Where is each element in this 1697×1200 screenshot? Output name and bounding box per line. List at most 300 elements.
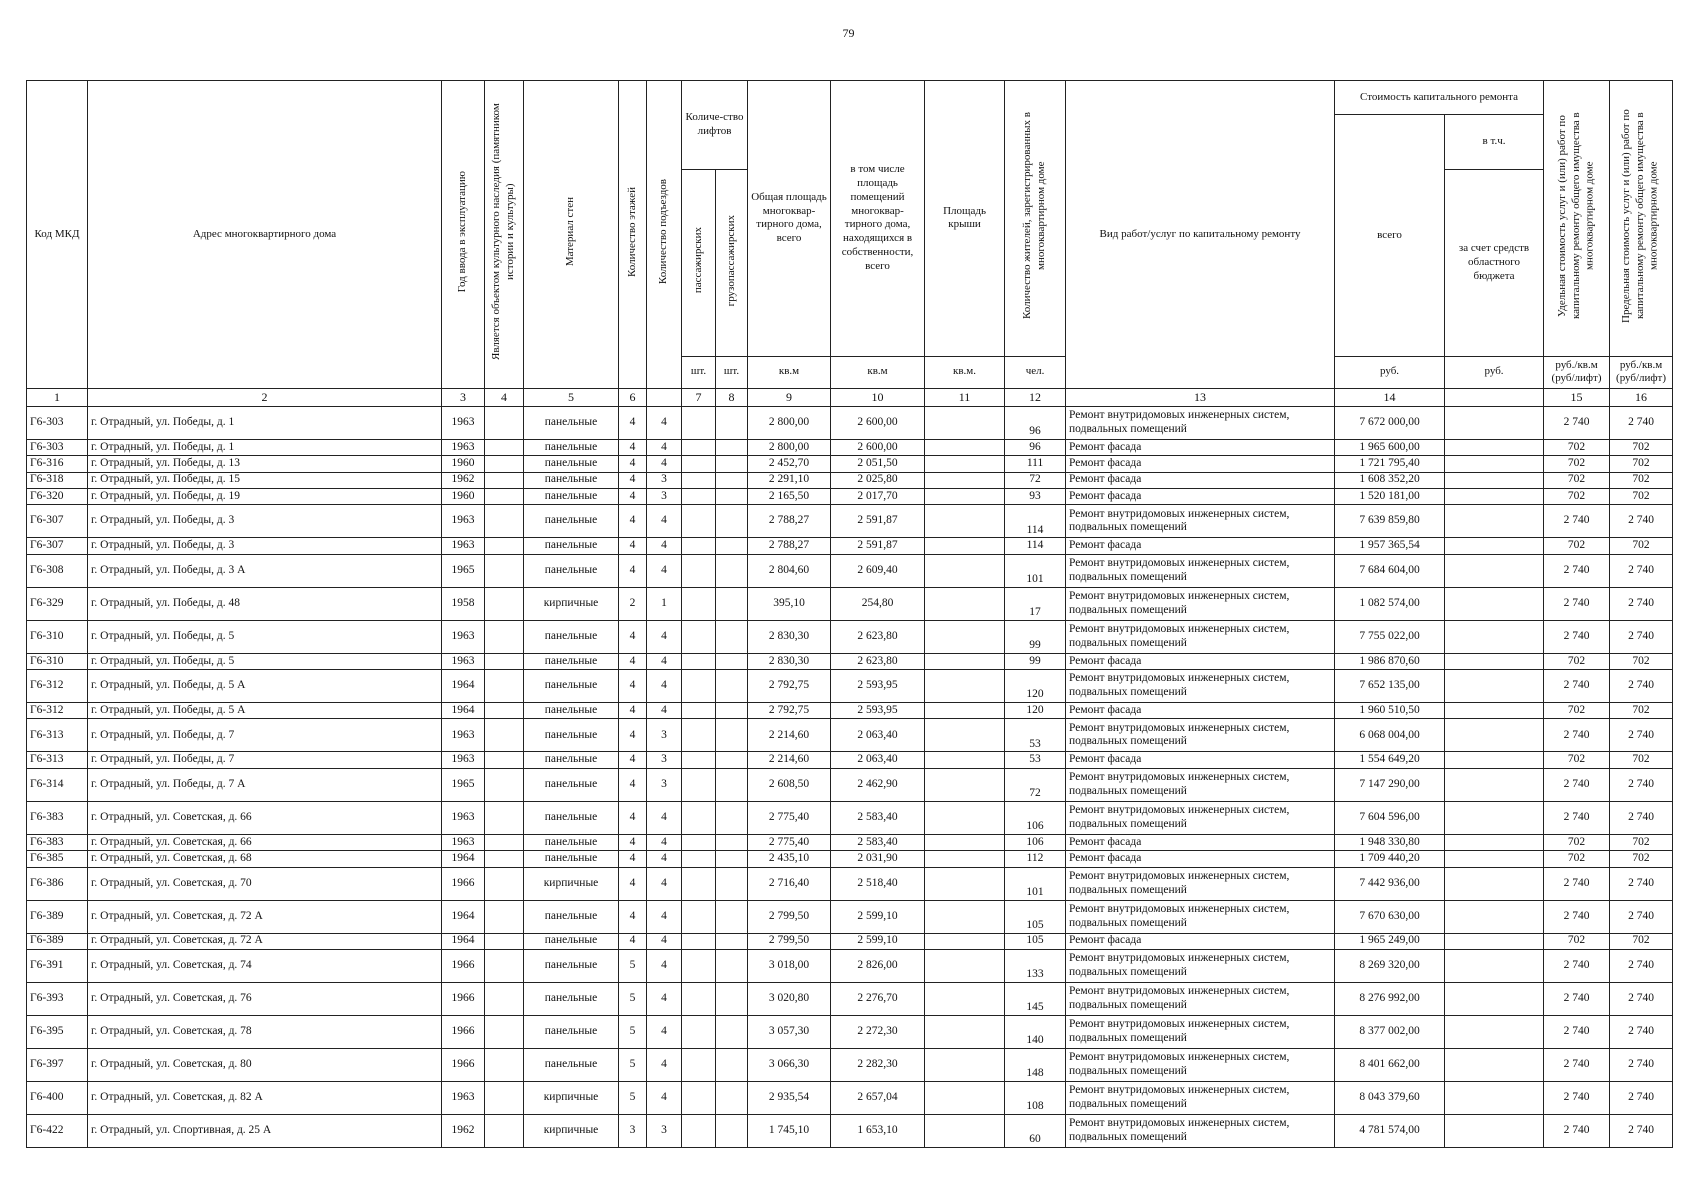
cell-owned-area: 2 017,70: [831, 488, 925, 504]
cell-cost-total: 7 684 604,00: [1335, 554, 1445, 587]
cell-lifts-passenger: [682, 851, 716, 867]
cell-cost-total: 4 781 574,00: [1335, 1115, 1445, 1148]
cell-entrances: 4: [647, 1016, 682, 1049]
cell-max-cost: 702: [1610, 456, 1673, 472]
cell-year: 1963: [442, 439, 485, 455]
cell-roof-area: [925, 488, 1005, 504]
cell-cost-total: 1 709 440,20: [1335, 851, 1445, 867]
header-floors-label: Количество этажей: [625, 186, 638, 278]
cell-address: г. Отрадный, ул. Советская, д. 70: [88, 867, 442, 900]
cell-code: Г6-307: [27, 538, 88, 554]
column-number: 16: [1610, 388, 1673, 406]
cell-residents: 101: [1005, 867, 1066, 900]
cell-cost-regional: [1445, 439, 1544, 455]
cell-address: г. Отрадный, ул. Победы, д. 19: [88, 488, 442, 504]
cell-max-cost: 2 740: [1610, 1082, 1673, 1115]
cell-cost-total: 1 965 249,00: [1335, 933, 1445, 949]
cell-total-area: 2 435,10: [748, 851, 831, 867]
cell-unit-cost: 2 740: [1544, 983, 1610, 1016]
header-lifts-cargo-label: грузопассажирских: [724, 214, 737, 307]
cell-total-area: 2 716,40: [748, 867, 831, 900]
cell-wall-material: кирпичные: [524, 587, 619, 620]
cell-wall-material: панельные: [524, 472, 619, 488]
cell-owned-area: 2 583,40: [831, 834, 925, 850]
cell-max-cost: 702: [1610, 488, 1673, 504]
cell-roof-area: [925, 653, 1005, 669]
cell-lifts-passenger: [682, 653, 716, 669]
cell-lifts-cargo: [716, 768, 748, 801]
cell-owned-area: 2 031,90: [831, 851, 925, 867]
cell-owned-area: 2 063,40: [831, 752, 925, 768]
cell-cost-regional: [1445, 768, 1544, 801]
cell-max-cost: 702: [1610, 933, 1673, 949]
cell-floors: 4: [619, 801, 647, 834]
cell-lifts-passenger: [682, 406, 716, 439]
cell-lifts-cargo: [716, 587, 748, 620]
header-roof-area: Площадь крыши: [925, 81, 1005, 357]
cell-cost-total: 7 147 290,00: [1335, 768, 1445, 801]
cell-entrances: 4: [647, 801, 682, 834]
cell-roof-area: [925, 719, 1005, 752]
cell-roof-area: [925, 834, 1005, 850]
cell-cost-total: 7 652 135,00: [1335, 670, 1445, 703]
cell-unit-cost: 702: [1544, 933, 1610, 949]
unit-sqm-3: кв.м.: [925, 356, 1005, 388]
cell-owned-area: 2 623,80: [831, 653, 925, 669]
cell-max-cost: 2 740: [1610, 1049, 1673, 1082]
cell-wall-material: панельные: [524, 1016, 619, 1049]
cell-total-area: 2 830,30: [748, 620, 831, 653]
cell-total-area: 3 066,30: [748, 1049, 831, 1082]
cell-max-cost: 702: [1610, 752, 1673, 768]
cell-address: г. Отрадный, ул. Победы, д. 3: [88, 538, 442, 554]
cell-floors: 4: [619, 900, 647, 933]
table-row: [27, 472, 1673, 488]
cell-total-area: 2 792,75: [748, 703, 831, 719]
cell-code: Г6-397: [27, 1049, 88, 1082]
cell-year: 1962: [442, 1115, 485, 1148]
cell-max-cost: 702: [1610, 653, 1673, 669]
cell-residents: 17: [1005, 587, 1066, 620]
cell-address: г. Отрадный, ул. Советская, д. 72 А: [88, 900, 442, 933]
cell-cost-total: 7 604 596,00: [1335, 801, 1445, 834]
cell-floors: 4: [619, 554, 647, 587]
cell-work-type: Ремонт внутридомовых инженерных систем, подвальных помещений: [1066, 1082, 1335, 1115]
cell-floors: 4: [619, 472, 647, 488]
cell-max-cost: 2 740: [1610, 505, 1673, 538]
cell-total-area: 3 057,30: [748, 1016, 831, 1049]
cell-wall-material: панельные: [524, 983, 619, 1016]
header-cost-total: всего: [1335, 115, 1445, 357]
cell-residents: 99: [1005, 620, 1066, 653]
cell-code: Г6-393: [27, 983, 88, 1016]
cell-floors: 4: [619, 670, 647, 703]
cell-work-type: Ремонт внутридомовых инженерных систем, подвальных помещений: [1066, 950, 1335, 983]
cell-cost-regional: [1445, 801, 1544, 834]
cell-entrances: 4: [647, 900, 682, 933]
cell-cost-total: 7 672 000,00: [1335, 406, 1445, 439]
cell-address: г. Отрадный, ул. Советская, д. 66: [88, 801, 442, 834]
cell-cost-total: 1 520 181,00: [1335, 488, 1445, 504]
header-heritage-label: Является объектом культурного наследия (памятником истории и культуры): [490, 103, 516, 361]
cell-code: Г6-303: [27, 406, 88, 439]
cell-max-cost: 2 740: [1610, 950, 1673, 983]
cell-total-area: 2 214,60: [748, 752, 831, 768]
unit-per-sqm-2: руб./кв.м (руб/лифт): [1610, 356, 1673, 388]
cell-heritage: [485, 834, 524, 850]
cell-code: Г6-312: [27, 670, 88, 703]
cell-lifts-passenger: [682, 505, 716, 538]
cell-lifts-passenger: [682, 752, 716, 768]
cell-wall-material: панельные: [524, 933, 619, 949]
cell-code: Г6-383: [27, 801, 88, 834]
column-number: 8: [716, 388, 748, 406]
cell-cost-regional: [1445, 851, 1544, 867]
cell-cost-regional: [1445, 554, 1544, 587]
cell-wall-material: кирпичные: [524, 1082, 619, 1115]
cell-wall-material: панельные: [524, 406, 619, 439]
cell-year: 1966: [442, 950, 485, 983]
cell-unit-cost: 2 740: [1544, 1049, 1610, 1082]
header-cost: Стоимость капитального ремонта: [1335, 81, 1544, 115]
cell-total-area: 2 214,60: [748, 719, 831, 752]
cell-work-type: Ремонт фасада: [1066, 752, 1335, 768]
cell-unit-cost: 2 740: [1544, 900, 1610, 933]
table-row: [27, 505, 1673, 538]
cell-unit-cost: 2 740: [1544, 1016, 1610, 1049]
cell-heritage: [485, 752, 524, 768]
cell-owned-area: 2 518,40: [831, 867, 925, 900]
cell-floors: 4: [619, 538, 647, 554]
cell-floors: 4: [619, 834, 647, 850]
cell-unit-cost: 2 740: [1544, 620, 1610, 653]
header-residents: [1005, 81, 1066, 357]
cell-lifts-passenger: [682, 768, 716, 801]
cell-total-area: 2 800,00: [748, 439, 831, 455]
cell-lifts-passenger: [682, 538, 716, 554]
cell-wall-material: панельные: [524, 950, 619, 983]
cell-code: Г6-386: [27, 867, 88, 900]
cell-year: 1963: [442, 406, 485, 439]
cell-unit-cost: 2 740: [1544, 768, 1610, 801]
cell-floors: 4: [619, 752, 647, 768]
cell-roof-area: [925, 456, 1005, 472]
cell-floors: 3: [619, 1115, 647, 1148]
cell-cost-regional: [1445, 1115, 1544, 1148]
cell-lifts-cargo: [716, 801, 748, 834]
cell-owned-area: 2 591,87: [831, 538, 925, 554]
cell-heritage: [485, 620, 524, 653]
cell-wall-material: панельные: [524, 505, 619, 538]
cell-code: Г6-320: [27, 488, 88, 504]
header-floors: [619, 81, 647, 389]
cell-cost-total: 8 401 662,00: [1335, 1049, 1445, 1082]
cell-code: Г6-329: [27, 587, 88, 620]
cell-cost-regional: [1445, 867, 1544, 900]
cell-year: 1963: [442, 620, 485, 653]
cell-floors: 4: [619, 505, 647, 538]
cell-heritage: [485, 933, 524, 949]
cell-lifts-passenger: [682, 950, 716, 983]
cell-code: Г6-391: [27, 950, 88, 983]
column-number: 13: [1066, 388, 1335, 406]
cell-max-cost: 2 740: [1610, 768, 1673, 801]
cell-lifts-passenger: [682, 1049, 716, 1082]
cell-residents: 148: [1005, 1049, 1066, 1082]
cell-lifts-passenger: [682, 456, 716, 472]
cell-cost-total: 7 670 630,00: [1335, 900, 1445, 933]
cell-year: 1965: [442, 768, 485, 801]
cell-wall-material: панельные: [524, 768, 619, 801]
cell-total-area: 2 775,40: [748, 801, 831, 834]
cell-code: Г6-310: [27, 620, 88, 653]
cell-total-area: 2 799,50: [748, 900, 831, 933]
cell-wall-material: панельные: [524, 801, 619, 834]
cell-lifts-cargo: [716, 867, 748, 900]
cell-wall-material: кирпичные: [524, 1115, 619, 1148]
cell-cost-total: 1 608 352,20: [1335, 472, 1445, 488]
cell-cost-regional: [1445, 834, 1544, 850]
cell-address: г. Отрадный, ул. Победы, д. 3 А: [88, 554, 442, 587]
cell-heritage: [485, 703, 524, 719]
table-row: [27, 620, 1673, 653]
cell-floors: 4: [619, 406, 647, 439]
cell-lifts-cargo: [716, 439, 748, 455]
cell-lifts-cargo: [716, 983, 748, 1016]
cell-total-area: 2 775,40: [748, 834, 831, 850]
header-max-cost-label: Предельная стоимость услуг и (или) работ по капитальному ремонту общего имущества в многоквартирном доме: [1620, 109, 1660, 323]
cell-total-area: 1 745,10: [748, 1115, 831, 1148]
cell-unit-cost: 2 740: [1544, 554, 1610, 587]
cell-cost-total: 6 068 004,00: [1335, 719, 1445, 752]
cell-code: Г6-310: [27, 653, 88, 669]
cell-unit-cost: 2 740: [1544, 1115, 1610, 1148]
cell-year: 1963: [442, 719, 485, 752]
cell-unit-cost: 702: [1544, 752, 1610, 768]
cell-cost-total: 1 554 649,20: [1335, 752, 1445, 768]
header-lifts-passenger: [682, 169, 716, 356]
cell-residents: 96: [1005, 406, 1066, 439]
cell-cost-regional: [1445, 670, 1544, 703]
cell-cost-total: 8 276 992,00: [1335, 983, 1445, 1016]
table-row: [27, 670, 1673, 703]
cell-work-type: Ремонт внутридомовых инженерных систем, подвальных помещений: [1066, 801, 1335, 834]
cell-cost-total: 1 965 600,00: [1335, 439, 1445, 455]
column-number: 3: [442, 388, 485, 406]
cell-heritage: [485, 768, 524, 801]
cell-address: г. Отрадный, ул. Советская, д. 74: [88, 950, 442, 983]
cell-floors: 2: [619, 587, 647, 620]
cell-code: Г6-422: [27, 1115, 88, 1148]
header-lifts-passenger-label: пассажирских: [691, 227, 704, 294]
cell-heritage: [485, 983, 524, 1016]
cell-cost-regional: [1445, 488, 1544, 504]
cell-cost-total: 7 639 859,80: [1335, 505, 1445, 538]
cell-year: 1966: [442, 1016, 485, 1049]
cell-heritage: [485, 670, 524, 703]
cell-roof-area: [925, 867, 1005, 900]
cell-year: 1966: [442, 983, 485, 1016]
cell-work-type: Ремонт фасада: [1066, 456, 1335, 472]
cell-code: Г6-316: [27, 456, 88, 472]
header-max-cost: [1610, 81, 1673, 357]
cell-year: 1963: [442, 801, 485, 834]
cell-code: Г6-383: [27, 834, 88, 850]
cell-work-type: Ремонт внутридомовых инженерных систем, подвальных помещений: [1066, 620, 1335, 653]
cell-total-area: 2 608,50: [748, 768, 831, 801]
cell-floors: 5: [619, 1082, 647, 1115]
cell-lifts-cargo: [716, 752, 748, 768]
cell-cost-regional: [1445, 752, 1544, 768]
cell-owned-area: 2 623,80: [831, 620, 925, 653]
cell-owned-area: 2 051,50: [831, 456, 925, 472]
cell-owned-area: 2 282,30: [831, 1049, 925, 1082]
cell-max-cost: 702: [1610, 472, 1673, 488]
table-row: [27, 752, 1673, 768]
cell-residents: 72: [1005, 472, 1066, 488]
header-wall: [524, 81, 619, 389]
cell-wall-material: панельные: [524, 752, 619, 768]
cell-roof-area: [925, 1016, 1005, 1049]
cell-cost-regional: [1445, 653, 1544, 669]
cell-residents: 53: [1005, 752, 1066, 768]
cell-residents: 105: [1005, 933, 1066, 949]
cell-residents: 133: [1005, 950, 1066, 983]
cell-lifts-cargo: [716, 472, 748, 488]
cell-code: Г6-389: [27, 933, 88, 949]
header-year: [442, 81, 485, 389]
cell-year: 1963: [442, 752, 485, 768]
cell-address: г. Отрадный, ул. Советская, д. 66: [88, 834, 442, 850]
cell-owned-area: 2 272,30: [831, 1016, 925, 1049]
header-address: Адрес многоквартирного дома: [88, 81, 442, 389]
column-number: 14: [1335, 388, 1445, 406]
cell-residents: 106: [1005, 801, 1066, 834]
cell-roof-area: [925, 950, 1005, 983]
cell-entrances: 4: [647, 456, 682, 472]
page-number: 79: [842, 26, 855, 40]
cell-residents: 145: [1005, 983, 1066, 1016]
table-row: [27, 1115, 1673, 1148]
cell-code: Г6-313: [27, 752, 88, 768]
cell-entrances: 4: [647, 620, 682, 653]
cell-floors: 5: [619, 983, 647, 1016]
cell-heritage: [485, 801, 524, 834]
table-row: [27, 1016, 1673, 1049]
cell-work-type: Ремонт фасада: [1066, 488, 1335, 504]
cell-owned-area: 2 276,70: [831, 983, 925, 1016]
cell-roof-area: [925, 752, 1005, 768]
unit-pcs-1: шт.: [682, 356, 716, 388]
unit-pcs-2: шт.: [716, 356, 748, 388]
cell-entrances: 3: [647, 488, 682, 504]
cell-floors: 4: [619, 703, 647, 719]
capital-repair-table: [26, 80, 1673, 1148]
cell-wall-material: панельные: [524, 653, 619, 669]
cell-unit-cost: 702: [1544, 834, 1610, 850]
cell-address: г. Отрадный, ул. Победы, д. 5 А: [88, 670, 442, 703]
cell-work-type: Ремонт внутридомовых инженерных систем, подвальных помещений: [1066, 900, 1335, 933]
cell-work-type: Ремонт внутридомовых инженерных систем, подвальных помещений: [1066, 406, 1335, 439]
cell-work-type: Ремонт внутридомовых инженерных систем, подвальных помещений: [1066, 719, 1335, 752]
cell-heritage: [485, 472, 524, 488]
cell-total-area: 2 452,70: [748, 456, 831, 472]
cell-owned-area: 2 583,40: [831, 801, 925, 834]
cell-lifts-cargo: [716, 950, 748, 983]
table-header: [27, 81, 1673, 407]
cell-floors: 4: [619, 488, 647, 504]
cell-cost-total: 1 721 795,40: [1335, 456, 1445, 472]
cell-code: Г6-385: [27, 851, 88, 867]
cell-lifts-cargo: [716, 851, 748, 867]
cell-floors: 5: [619, 1016, 647, 1049]
column-number: 6: [619, 388, 647, 406]
cell-work-type: Ремонт фасада: [1066, 933, 1335, 949]
cell-unit-cost: 702: [1544, 439, 1610, 455]
column-number: [1445, 388, 1544, 406]
cell-heritage: [485, 456, 524, 472]
cell-work-type: Ремонт внутридомовых инженерных систем, подвальных помещений: [1066, 670, 1335, 703]
cell-entrances: 4: [647, 867, 682, 900]
cell-floors: 4: [619, 653, 647, 669]
unit-rub-2: руб.: [1445, 356, 1544, 388]
cell-lifts-cargo: [716, 1016, 748, 1049]
cell-floors: 5: [619, 1049, 647, 1082]
header-entrances-label: Количество подъездов: [657, 179, 670, 285]
cell-heritage: [485, 950, 524, 983]
table-row: [27, 554, 1673, 587]
cell-work-type: Ремонт внутридомовых инженерных систем, подвальных помещений: [1066, 867, 1335, 900]
cell-entrances: 4: [647, 505, 682, 538]
cell-wall-material: панельные: [524, 670, 619, 703]
cell-max-cost: 2 740: [1610, 801, 1673, 834]
cell-work-type: Ремонт внутридомовых инженерных систем, подвальных помещений: [1066, 1115, 1335, 1148]
cell-cost-regional: [1445, 620, 1544, 653]
cell-code: Г6-303: [27, 439, 88, 455]
cell-cost-regional: [1445, 703, 1544, 719]
cell-owned-area: 1 653,10: [831, 1115, 925, 1148]
cell-owned-area: 2 462,90: [831, 768, 925, 801]
cell-total-area: 2 799,50: [748, 933, 831, 949]
cell-lifts-passenger: [682, 587, 716, 620]
column-number: 7: [682, 388, 716, 406]
cell-lifts-passenger: [682, 488, 716, 504]
cell-total-area: 3 018,00: [748, 950, 831, 983]
cell-entrances: 3: [647, 719, 682, 752]
cell-wall-material: панельные: [524, 620, 619, 653]
cell-address: г. Отрадный, ул. Победы, д. 5 А: [88, 703, 442, 719]
cell-roof-area: [925, 703, 1005, 719]
header-cost-incl: в т.ч.: [1445, 115, 1544, 170]
cell-lifts-cargo: [716, 620, 748, 653]
cell-year: 1964: [442, 900, 485, 933]
cell-lifts-cargo: [716, 554, 748, 587]
cell-unit-cost: 702: [1544, 653, 1610, 669]
cell-year: 1963: [442, 653, 485, 669]
cell-max-cost: 2 740: [1610, 554, 1673, 587]
cell-unit-cost: 2 740: [1544, 950, 1610, 983]
cell-wall-material: панельные: [524, 439, 619, 455]
cell-entrances: 4: [647, 538, 682, 554]
cell-wall-material: панельные: [524, 834, 619, 850]
cell-residents: 114: [1005, 538, 1066, 554]
cell-lifts-cargo: [716, 834, 748, 850]
cell-cost-regional: [1445, 900, 1544, 933]
cell-lifts-passenger: [682, 900, 716, 933]
unit-people: чел.: [1005, 356, 1066, 388]
cell-owned-area: 2 593,95: [831, 703, 925, 719]
cell-lifts-cargo: [716, 900, 748, 933]
